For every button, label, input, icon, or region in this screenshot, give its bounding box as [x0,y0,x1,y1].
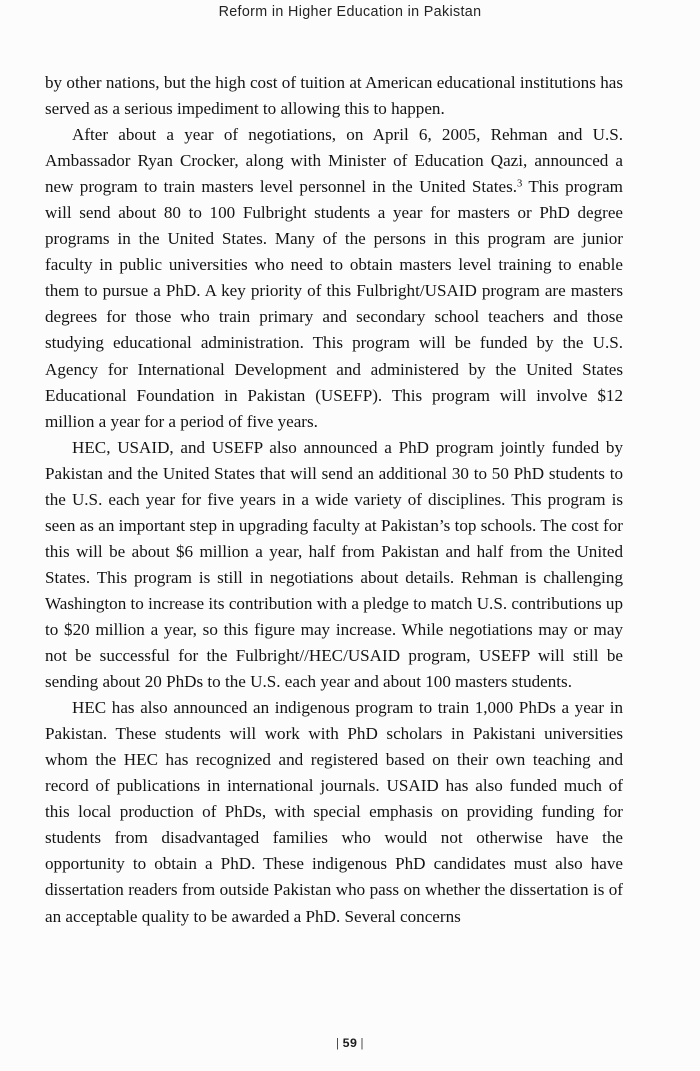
folio-left-rule: | [335,1036,340,1050]
page-folio [0,1036,700,1050]
body-text-column [45,70,623,930]
paragraph-continued-tuition-cost: by other nations, but the high cost of tuition at American educational institutions has served as a serious impediment to allowing this to happen. [45,73,623,119]
footnote-marker[interactable]: 3 [517,178,523,190]
paragraph-text-after-footnote: This program will send about 80 to 100 Fulbright students a year for masters or PhD degree programs in the United States. Many of the persons in this program are junior faculty in public universities who need to obtain masters level training to enable them to pursue a PhD. A key priority of this Fulbright/USAID program are masters degrees for those who train primary and secondary school teachers and those studying educational administration. This program will be funded by the U.S. Agency for International Development and administered by the United States Educational Foundation in Pakistan (USEFP). This program will involve $12 million a year for a period of five years. [45,177,623,431]
folio-right-rule: | [360,1036,365,1050]
paragraph-indigenous-phd-program: HEC has also announced an indigenous program to train 1,000 PhDs a year in Pakistan. These students will work with PhD scholars in Pakistani universities whom the HEC has recognized and registered based on their own teaching and record of publications in international journals. USAID has also funded much of this local production of PhDs, with special emphasis on providing funding for students from disadvantaged families who would not otherwise have the opportunity to obtain a PhD. These indigenous PhD candidates must also have dissertation readers from outside Pakistan who pass on whether the dissertation is of an acceptable quality to be awarded a PhD. Several concerns [45,698,623,926]
paragraph-fulbright-usaid-masters-program [45,122,623,435]
paragraph-joint-phd-program: HEC, USAID, and USEFP also announced a PhD program jointly funded by Pakistan and the United States that will send an additional 30 to 50 PhD students to the U.S. each year for five years in a wide variety of disciplines. This program is seen as an important step in upgrading faculty at Pakistan’s top schools. The cost for this will be about $6 million a year, half from Pakistan and half from the United States. This program is still in negotiations about details. Rehman is challenging Washington to increase its contribution with a pledge to match U.S. contributions up to $20 million a year, so this figure may increase. While negotiations may or may not be successful for the Fulbright//HEC/USAID program, USEFP will still be sending about 20 PhDs to the U.S. each year and about 100 masters students. [45,437,623,692]
running-head: Reform in Higher Education in Pakistan [218,4,482,20]
paragraph-text-before-footnote: After about a year of negotiations, on April 6, 2005, Rehman and U.S. Ambassador Ryan Crocker, along with Minister of Education Qazi, announced a new program to train masters level personnel in the United States. [45,125,623,197]
page-number: 59 [342,1036,358,1050]
